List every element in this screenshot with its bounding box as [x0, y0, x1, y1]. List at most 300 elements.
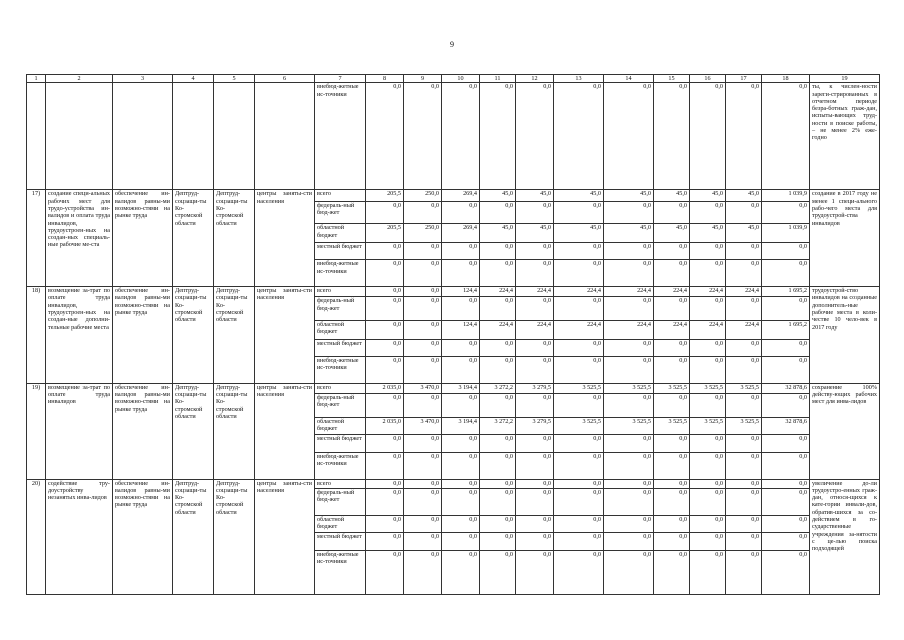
amount-cell: 0,0 [480, 201, 516, 224]
expected-result: трудоустрой-ство инвалидов на созданные дополнитель-ные рабочие места в коли-честве 10 чело-век в 2017 году [810, 287, 880, 384]
funding-source: федераль-ный бюд-жет [315, 297, 366, 321]
amount-cell: 0,0 [554, 479, 604, 488]
amount-cell: 0,0 [554, 515, 604, 533]
amount-cell: 0,0 [762, 488, 810, 515]
amount-cell: 0,0 [516, 201, 554, 224]
amount-cell: 0,0 [366, 479, 404, 488]
amount-cell: 0,0 [726, 550, 762, 594]
amount-cell: 0,0 [516, 479, 554, 488]
amount-cell: 205,5 [366, 224, 404, 243]
amount-cell: 0,0 [762, 515, 810, 533]
funding-source: федераль-ный бюд-жет [315, 394, 366, 418]
column-number: 14 [604, 75, 654, 83]
column-number: 15 [654, 75, 690, 83]
amount-cell: 0,0 [726, 357, 762, 384]
executor: Дептруд-соцзащи-ты Ко-стромской области [214, 383, 255, 479]
amount-cell: 1 695,2 [762, 287, 810, 297]
amount-cell: 3 525,5 [554, 383, 604, 393]
amount-cell: 0,0 [442, 452, 480, 479]
amount-cell: 0,0 [554, 357, 604, 384]
column-number: 17 [726, 75, 762, 83]
column-number: 6 [255, 75, 315, 83]
amount-cell: 3 525,5 [604, 383, 654, 393]
empty-cell [27, 83, 46, 190]
amount-cell: 0,0 [726, 83, 762, 190]
amount-cell: 0,0 [366, 452, 404, 479]
table-row [27, 190, 880, 201]
funding-source: внебюд-жетные ис-точники [315, 452, 366, 479]
amount-cell: 0,0 [442, 83, 480, 190]
funding-source: областной бюджет [315, 321, 366, 340]
item-number: 18) [27, 287, 46, 384]
amount-cell: 0,0 [690, 515, 726, 533]
amount-cell: 3 272,2 [480, 417, 516, 435]
amount-cell: 45,0 [690, 190, 726, 201]
amount-cell: 224,4 [480, 287, 516, 297]
amount-cell: 224,4 [554, 321, 604, 340]
responsible-body: Дептруд-соцзащи-ты Ко-стромской области [173, 383, 214, 479]
amount-cell: 0,0 [404, 452, 442, 479]
amount-cell: 0,0 [604, 452, 654, 479]
amount-cell: 0,0 [654, 435, 690, 453]
amount-cell: 0,0 [480, 394, 516, 418]
amount-cell: 0,0 [480, 479, 516, 488]
amount-cell: 3 525,5 [726, 417, 762, 435]
measure-name: создание специ-альных рабочих мест для трудо-устройства ин-валидов и оплата труда инвалидов, трудоустроен-ных на создан-ных специаль-ные рабочие ме-ста [46, 190, 113, 287]
amount-cell: 0,0 [480, 533, 516, 551]
amount-cell: 0,0 [690, 357, 726, 384]
column-number: 5 [214, 75, 255, 83]
amount-cell: 0,0 [480, 297, 516, 321]
amount-cell: 0,0 [604, 394, 654, 418]
measure-goal: обеспечение ин-валидов равны-ми возможно-стями на рынке труда [113, 383, 173, 479]
amount-cell: 0,0 [654, 201, 690, 224]
amount-cell: 0,0 [762, 260, 810, 287]
amount-cell: 0,0 [480, 339, 516, 357]
amount-cell: 0,0 [404, 488, 442, 515]
amount-cell: 0,0 [554, 260, 604, 287]
amount-cell: 0,0 [404, 339, 442, 357]
amount-cell: 0,0 [762, 297, 810, 321]
amount-cell: 0,0 [554, 394, 604, 418]
amount-cell: 45,0 [690, 224, 726, 243]
amount-cell: 0,0 [554, 297, 604, 321]
amount-cell: 0,0 [404, 242, 442, 260]
amount-cell: 2 035,0 [366, 383, 404, 393]
amount-cell: 0,0 [516, 297, 554, 321]
amount-cell: 0,0 [726, 488, 762, 515]
amount-cell: 0,0 [442, 242, 480, 260]
column-number: 8 [366, 75, 404, 83]
amount-cell: 0,0 [404, 479, 442, 488]
amount-cell: 0,0 [404, 435, 442, 453]
amount-cell: 0,0 [516, 83, 554, 190]
amount-cell: 0,0 [404, 550, 442, 594]
amount-cell: 0,0 [654, 533, 690, 551]
column-number: 2 [46, 75, 113, 83]
amount-cell: 0,0 [604, 533, 654, 551]
amount-cell: 0,0 [480, 435, 516, 453]
amount-cell: 0,0 [442, 260, 480, 287]
amount-cell: 0,0 [442, 357, 480, 384]
amount-cell: 0,0 [726, 533, 762, 551]
amount-cell: 0,0 [654, 550, 690, 594]
amount-cell: 0,0 [442, 515, 480, 533]
column-number: 9 [404, 75, 442, 83]
amount-cell: 0,0 [480, 452, 516, 479]
amount-cell: 0,0 [480, 488, 516, 515]
amount-cell: 45,0 [726, 224, 762, 243]
partner: центры заняты-сти населения [255, 287, 315, 384]
amount-cell: 224,4 [654, 321, 690, 340]
amount-cell: 0,0 [366, 435, 404, 453]
amount-cell: 0,0 [366, 394, 404, 418]
amount-cell: 224,4 [726, 287, 762, 297]
funding-source: всего [315, 287, 366, 297]
amount-cell: 0,0 [366, 201, 404, 224]
funding-source: всего [315, 383, 366, 393]
amount-cell: 0,0 [762, 357, 810, 384]
executor: Дептруд-соцзащи-ты Ко-стромской области [214, 190, 255, 287]
amount-cell: 45,0 [554, 224, 604, 243]
amount-cell: 0,0 [762, 83, 810, 190]
page-number: 9 [450, 40, 454, 49]
amount-cell: 0,0 [604, 479, 654, 488]
amount-cell: 0,0 [762, 242, 810, 260]
responsible-body: Дептруд-соцзащи-ты Ко-стромской области [173, 287, 214, 384]
measure-name: возмещение за-трат по оплате труда инвалидов [46, 383, 113, 479]
funding-source: местный бюджет [315, 339, 366, 357]
amount-cell: 0,0 [690, 242, 726, 260]
amount-cell: 45,0 [604, 224, 654, 243]
expected-result: ты, к числен-ности зареги-стрированных в отчетном периоде безра-ботных граж-дан, испыты-вающих труд-ности в поиске работы, – не менее 2% еже-годно [810, 83, 880, 190]
amount-cell: 3 194,4 [442, 417, 480, 435]
amount-cell: 0,0 [654, 488, 690, 515]
amount-cell: 0,0 [554, 201, 604, 224]
empty-cell [173, 83, 214, 190]
amount-cell: 0,0 [654, 394, 690, 418]
funding-source: внебюд-жетные ис-точники [315, 83, 366, 190]
amount-cell: 3 525,5 [690, 383, 726, 393]
column-number: 19 [810, 75, 880, 83]
amount-cell: 0,0 [366, 550, 404, 594]
amount-cell: 1 039,9 [762, 190, 810, 201]
amount-cell: 2 035,0 [366, 417, 404, 435]
amount-cell: 0,0 [654, 339, 690, 357]
amount-cell: 0,0 [690, 533, 726, 551]
amount-cell: 3 279,5 [516, 383, 554, 393]
amount-cell: 0,0 [762, 435, 810, 453]
amount-cell: 224,4 [690, 287, 726, 297]
amount-cell: 0,0 [366, 260, 404, 287]
funding-source: внебюд-жетные ис-точники [315, 260, 366, 287]
amount-cell: 0,0 [654, 297, 690, 321]
executor: Дептруд-соцзащи-ты Ко-стромской области [214, 287, 255, 384]
column-number: 10 [442, 75, 480, 83]
table-row [27, 83, 880, 190]
amount-cell: 0,0 [604, 201, 654, 224]
responsible-body: Дептруд-соцзащи-ты Ко-стромской области [173, 190, 214, 287]
funding-source: областной бюджет [315, 224, 366, 243]
amount-cell: 3 525,5 [604, 417, 654, 435]
amount-cell: 0,0 [690, 260, 726, 287]
column-number: 18 [762, 75, 810, 83]
amount-cell: 0,0 [516, 515, 554, 533]
amount-cell: 0,0 [480, 260, 516, 287]
amount-cell: 0,0 [604, 515, 654, 533]
amount-cell: 0,0 [516, 550, 554, 594]
amount-cell: 0,0 [404, 533, 442, 551]
amount-cell: 0,0 [442, 550, 480, 594]
funding-source: всего [315, 479, 366, 488]
amount-cell: 0,0 [726, 242, 762, 260]
amount-cell: 0,0 [516, 242, 554, 260]
amount-cell: 0,0 [690, 394, 726, 418]
measure-goal: обеспечение ин-валидов равны-ми возможно-стями на рынке труда [113, 479, 173, 594]
amount-cell: 3 194,4 [442, 383, 480, 393]
amount-cell: 0,0 [442, 297, 480, 321]
amount-cell: 224,4 [480, 321, 516, 340]
funding-source: внебюд-жетные ис-точники [315, 357, 366, 384]
amount-cell: 0,0 [654, 357, 690, 384]
amount-cell: 45,0 [480, 224, 516, 243]
amount-cell: 0,0 [654, 479, 690, 488]
partner: центры заняты-сти населения [255, 383, 315, 479]
amount-cell: 45,0 [516, 190, 554, 201]
item-number: 19) [27, 383, 46, 479]
amount-cell: 0,0 [404, 201, 442, 224]
program-measures-table [26, 74, 880, 595]
amount-cell: 0,0 [404, 357, 442, 384]
amount-cell: 0,0 [726, 297, 762, 321]
amount-cell: 45,0 [554, 190, 604, 201]
empty-cell [46, 83, 113, 190]
amount-cell: 0,0 [442, 339, 480, 357]
amount-cell: 3 525,5 [726, 383, 762, 393]
amount-cell: 0,0 [442, 488, 480, 515]
amount-cell: 0,0 [604, 550, 654, 594]
amount-cell: 0,0 [480, 83, 516, 190]
column-number: 1 [27, 75, 46, 83]
amount-cell: 0,0 [366, 339, 404, 357]
partner: центры заняты-сти населения [255, 190, 315, 287]
amount-cell: 0,0 [762, 452, 810, 479]
amount-cell: 224,4 [604, 321, 654, 340]
column-number: 13 [554, 75, 604, 83]
amount-cell: 0,0 [604, 435, 654, 453]
column-number: 3 [113, 75, 173, 83]
amount-cell: 0,0 [516, 452, 554, 479]
amount-cell: 250,0 [404, 224, 442, 243]
amount-cell: 45,0 [654, 224, 690, 243]
amount-cell: 0,0 [366, 533, 404, 551]
funding-source: федераль-ный бюд-жет [315, 488, 366, 515]
amount-cell: 0,0 [516, 435, 554, 453]
amount-cell: 0,0 [366, 297, 404, 321]
empty-cell [214, 83, 255, 190]
expected-result: сохранение 100% действу-ющих рабочих мест для инва-лидов [810, 383, 880, 479]
amount-cell: 0,0 [516, 533, 554, 551]
amount-cell: 0,0 [604, 357, 654, 384]
amount-cell: 0,0 [366, 515, 404, 533]
amount-cell: 45,0 [516, 224, 554, 243]
funding-source: местный бюджет [315, 435, 366, 453]
amount-cell: 0,0 [690, 452, 726, 479]
amount-cell: 0,0 [442, 201, 480, 224]
expected-result: создание в 2017 году не менее 1 специ-ального рабо-чего места для трудоустрой-ства инвалидов [810, 190, 880, 287]
funding-source: областной бюджет [315, 417, 366, 435]
amount-cell: 224,4 [654, 287, 690, 297]
amount-cell: 0,0 [690, 297, 726, 321]
partner: центры заняты-сти населения [255, 479, 315, 594]
amount-cell: 0,0 [690, 488, 726, 515]
amount-cell: 0,0 [366, 357, 404, 384]
funding-source: федераль-ный бюд-жет [315, 201, 366, 224]
expected-result: увеличение до-ли трудоустро-енных граж-дан, относя-щихся к кате-гории инвали-дов, обратив-шихся за со-действием в го-сударственные учреждения за-нятости с це-лью поиска подходящей [810, 479, 880, 594]
column-number: 7 [315, 75, 366, 83]
amount-cell: 0,0 [404, 321, 442, 340]
amount-cell: 45,0 [604, 190, 654, 201]
amount-cell: 0,0 [762, 550, 810, 594]
amount-cell: 0,0 [762, 201, 810, 224]
amount-cell: 0,0 [554, 488, 604, 515]
amount-cell: 0,0 [516, 394, 554, 418]
amount-cell: 0,0 [404, 83, 442, 190]
amount-cell: 0,0 [654, 242, 690, 260]
amount-cell: 124,4 [442, 287, 480, 297]
amount-cell: 0,0 [404, 297, 442, 321]
amount-cell: 0,0 [762, 394, 810, 418]
amount-cell: 269,4 [442, 190, 480, 201]
amount-cell: 0,0 [442, 394, 480, 418]
measure-goal: обеспечение ин-валидов равны-ми возможно-стями на рынке труда [113, 190, 173, 287]
amount-cell: 0,0 [690, 479, 726, 488]
amount-cell: 0,0 [604, 339, 654, 357]
amount-cell: 0,0 [726, 394, 762, 418]
amount-cell: 0,0 [726, 452, 762, 479]
amount-cell: 0,0 [442, 533, 480, 551]
column-number-row [27, 75, 880, 83]
amount-cell: 0,0 [604, 83, 654, 190]
column-number: 16 [690, 75, 726, 83]
amount-cell: 0,0 [554, 550, 604, 594]
item-number: 20) [27, 479, 46, 594]
amount-cell: 45,0 [480, 190, 516, 201]
column-number: 12 [516, 75, 554, 83]
amount-cell: 0,0 [654, 260, 690, 287]
amount-cell: 32 878,6 [762, 417, 810, 435]
amount-cell: 0,0 [516, 339, 554, 357]
amount-cell: 0,0 [554, 339, 604, 357]
amount-cell: 0,0 [604, 242, 654, 260]
amount-cell: 0,0 [554, 242, 604, 260]
amount-cell: 224,4 [604, 287, 654, 297]
table-row [27, 479, 880, 488]
column-number: 11 [480, 75, 516, 83]
amount-cell: 0,0 [604, 260, 654, 287]
amount-cell: 124,4 [442, 321, 480, 340]
amount-cell: 0,0 [480, 515, 516, 533]
amount-cell: 0,0 [366, 321, 404, 340]
amount-cell: 224,4 [554, 287, 604, 297]
amount-cell: 0,0 [726, 339, 762, 357]
amount-cell: 0,0 [480, 242, 516, 260]
amount-cell: 3 470,0 [404, 383, 442, 393]
amount-cell: 3 525,5 [554, 417, 604, 435]
amount-cell: 0,0 [726, 435, 762, 453]
amount-cell: 0,0 [690, 339, 726, 357]
amount-cell: 0,0 [404, 287, 442, 297]
amount-cell: 0,0 [604, 488, 654, 515]
amount-cell: 0,0 [516, 260, 554, 287]
amount-cell: 0,0 [442, 435, 480, 453]
amount-cell: 0,0 [554, 83, 604, 190]
amount-cell: 0,0 [554, 452, 604, 479]
amount-cell: 0,0 [404, 394, 442, 418]
measure-name: возмещение за-трат по оплате труда инвалидов, трудоустроен-ных на создан-ные дополни-тельные рабочие места [46, 287, 113, 384]
amount-cell: 1 039,9 [762, 224, 810, 243]
amount-cell: 0,0 [654, 83, 690, 190]
funding-source: местный бюджет [315, 533, 366, 551]
amount-cell: 0,0 [726, 479, 762, 488]
amount-cell: 3 525,5 [654, 383, 690, 393]
funding-source: местный бюджет [315, 242, 366, 260]
amount-cell: 0,0 [690, 83, 726, 190]
amount-cell: 224,4 [516, 321, 554, 340]
executor: Дептруд-соцзащи-ты Ко-стромской области [214, 479, 255, 594]
amount-cell: 0,0 [762, 339, 810, 357]
amount-cell: 0,0 [480, 357, 516, 384]
amount-cell: 205,5 [366, 190, 404, 201]
amount-cell: 0,0 [654, 515, 690, 533]
amount-cell: 0,0 [366, 83, 404, 190]
amount-cell: 0,0 [516, 488, 554, 515]
column-number: 4 [173, 75, 214, 83]
amount-cell: 0,0 [554, 533, 604, 551]
amount-cell: 45,0 [726, 190, 762, 201]
amount-cell: 0,0 [726, 201, 762, 224]
funding-source: областной бюджет [315, 515, 366, 533]
amount-cell: 3 272,2 [480, 383, 516, 393]
empty-cell [255, 83, 315, 190]
amount-cell: 0,0 [442, 479, 480, 488]
amount-cell: 0,0 [654, 452, 690, 479]
amount-cell: 0,0 [726, 515, 762, 533]
amount-cell: 0,0 [690, 435, 726, 453]
amount-cell: 0,0 [762, 479, 810, 488]
amount-cell: 0,0 [480, 550, 516, 594]
amount-cell: 0,0 [690, 550, 726, 594]
amount-cell: 0,0 [690, 201, 726, 224]
amount-cell: 3 525,5 [654, 417, 690, 435]
funding-source: всего [315, 190, 366, 201]
responsible-body: Дептруд-соцзащи-ты Ко-стромской области [173, 479, 214, 594]
amount-cell: 0,0 [554, 435, 604, 453]
amount-cell: 0,0 [366, 287, 404, 297]
item-number: 17) [27, 190, 46, 287]
amount-cell: 0,0 [366, 488, 404, 515]
amount-cell: 3 525,5 [690, 417, 726, 435]
amount-cell: 0,0 [762, 533, 810, 551]
amount-cell: 269,4 [442, 224, 480, 243]
amount-cell: 3 279,5 [516, 417, 554, 435]
measure-goal: обеспечение ин-валидов равны-ми возможно-стями на рынке труда [113, 287, 173, 384]
table-row [27, 383, 880, 393]
amount-cell: 250,0 [404, 190, 442, 201]
amount-cell: 0,0 [366, 242, 404, 260]
amount-cell: 0,0 [404, 515, 442, 533]
amount-cell: 0,0 [604, 297, 654, 321]
